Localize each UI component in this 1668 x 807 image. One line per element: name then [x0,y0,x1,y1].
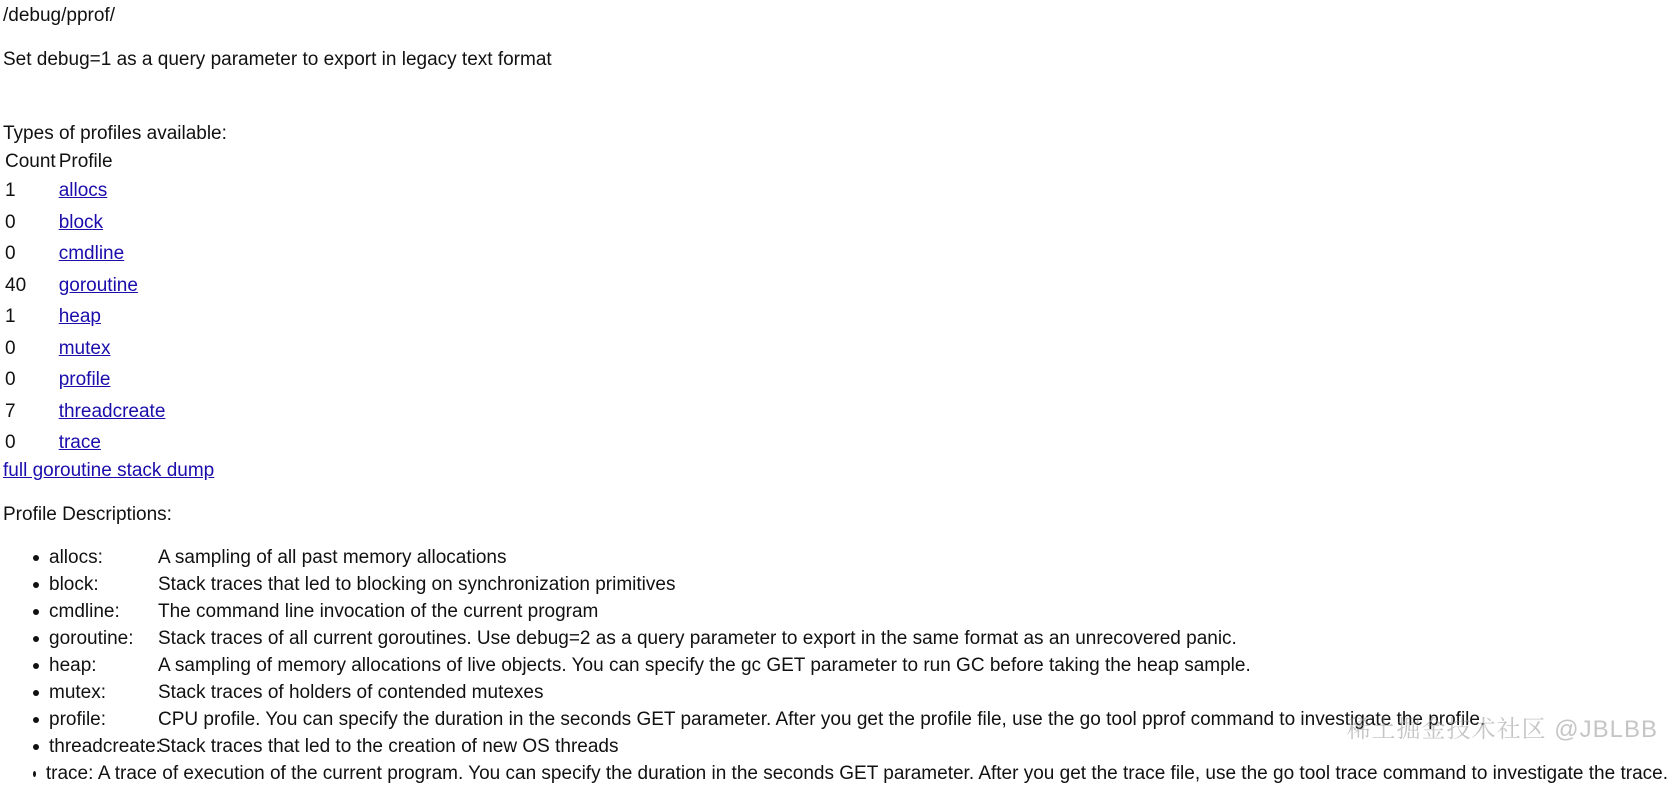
list-item [43,544,1668,571]
profile-link-trace[interactable]: trace [58,432,101,454]
table-header-row [5,148,165,175]
table-row [5,333,165,365]
bullet-icon [33,771,36,777]
profile-count: 7 [5,400,16,422]
description-text: A sampling of memory allocations of live objects. You can specify the gc GET parameter to run GC before taking the heap sample. [158,654,1251,676]
profile-link-cmdline[interactable]: cmdline [58,243,125,265]
list-item [43,652,1668,679]
bullet-icon [33,744,39,750]
descriptions-label: Profile Descriptions: [3,503,172,525]
profile-link-allocs[interactable]: allocs [58,180,108,202]
description-name: profile: [49,708,107,730]
watermark: 稀土掘金技术社区 @JBLBB [1346,716,1658,743]
profile-count: 0 [5,432,16,454]
bullet-icon [33,663,39,669]
table-row [5,396,165,428]
description-text: A trace of execution of the current program. You can specify the duration in the seconds GET parameter. After you get the trace file, use the go tool trace command to investigate the trace. [97,762,1668,784]
column-header-count: Count [5,150,56,172]
list-item [43,625,1668,652]
full-goroutine-dump-link[interactable]: full goroutine stack dump [3,459,215,481]
table-row [5,270,165,302]
table-row [5,301,165,333]
description-text: A sampling of all past memory allocations [158,546,507,568]
profile-count: 0 [5,337,16,359]
description-name: goroutine: [49,627,134,649]
profiles-table [2,148,168,459]
table-row [5,427,165,459]
profile-count: 40 [5,274,27,296]
list-item [43,760,1668,787]
bullet-icon [33,690,39,696]
list-item [43,571,1668,598]
description-name: block: [49,573,99,595]
description-name: mutex: [49,681,107,703]
descriptions-list [3,544,1668,787]
description-text: Stack traces of all current goroutines. Use debug=2 as a query parameter to export in the same format as an unrecovered panic. [158,627,1237,649]
bullet-icon [33,582,39,588]
bullet-icon [33,609,39,615]
profile-link-heap[interactable]: heap [58,306,101,328]
profile-count: 0 [5,211,16,233]
table-row [5,207,165,239]
profile-count: 0 [5,243,16,265]
page-path: /debug/pprof/ [3,5,115,26]
description-text: Stack traces of holders of contended mutexes [158,681,544,703]
description-text: The command line invocation of the current program [158,600,599,622]
bullet-icon [33,636,39,642]
table-row [5,238,165,270]
table-row [5,364,165,396]
profile-link-threadcreate[interactable]: threadcreate [58,400,166,422]
list-item [43,598,1668,625]
profile-count: 1 [5,180,16,202]
profile-link-goroutine[interactable]: goroutine [58,274,138,296]
bullet-icon [33,555,39,561]
profile-link-block[interactable]: block [58,211,104,233]
list-item [43,679,1668,706]
types-label: Types of profiles available: [3,122,227,144]
bullet-icon [33,717,39,723]
profile-link-profile[interactable]: profile [58,369,111,391]
description-text: CPU profile. You can specify the duration in the seconds GET parameter. After you get the profile file, use the go tool pprof command to investigate the profile. [158,708,1486,730]
description-text: Stack traces that led to the creation of new OS threads [158,735,619,757]
profile-link-mutex[interactable]: mutex [58,337,111,359]
column-header-profile: Profile [58,150,113,172]
description-text: Stack traces that led to blocking on synchronization primitives [158,573,676,595]
profile-count: 0 [5,369,16,391]
description-name: trace: [45,762,94,784]
description-name: heap: [49,654,97,676]
table-row [5,175,165,207]
description-name: threadcreate: [49,735,161,757]
description-name: allocs: [49,546,103,568]
profile-count: 1 [5,306,16,328]
description-name: cmdline: [49,600,120,622]
debug-note: Set debug=1 as a query parameter to export in legacy text format [3,48,552,70]
